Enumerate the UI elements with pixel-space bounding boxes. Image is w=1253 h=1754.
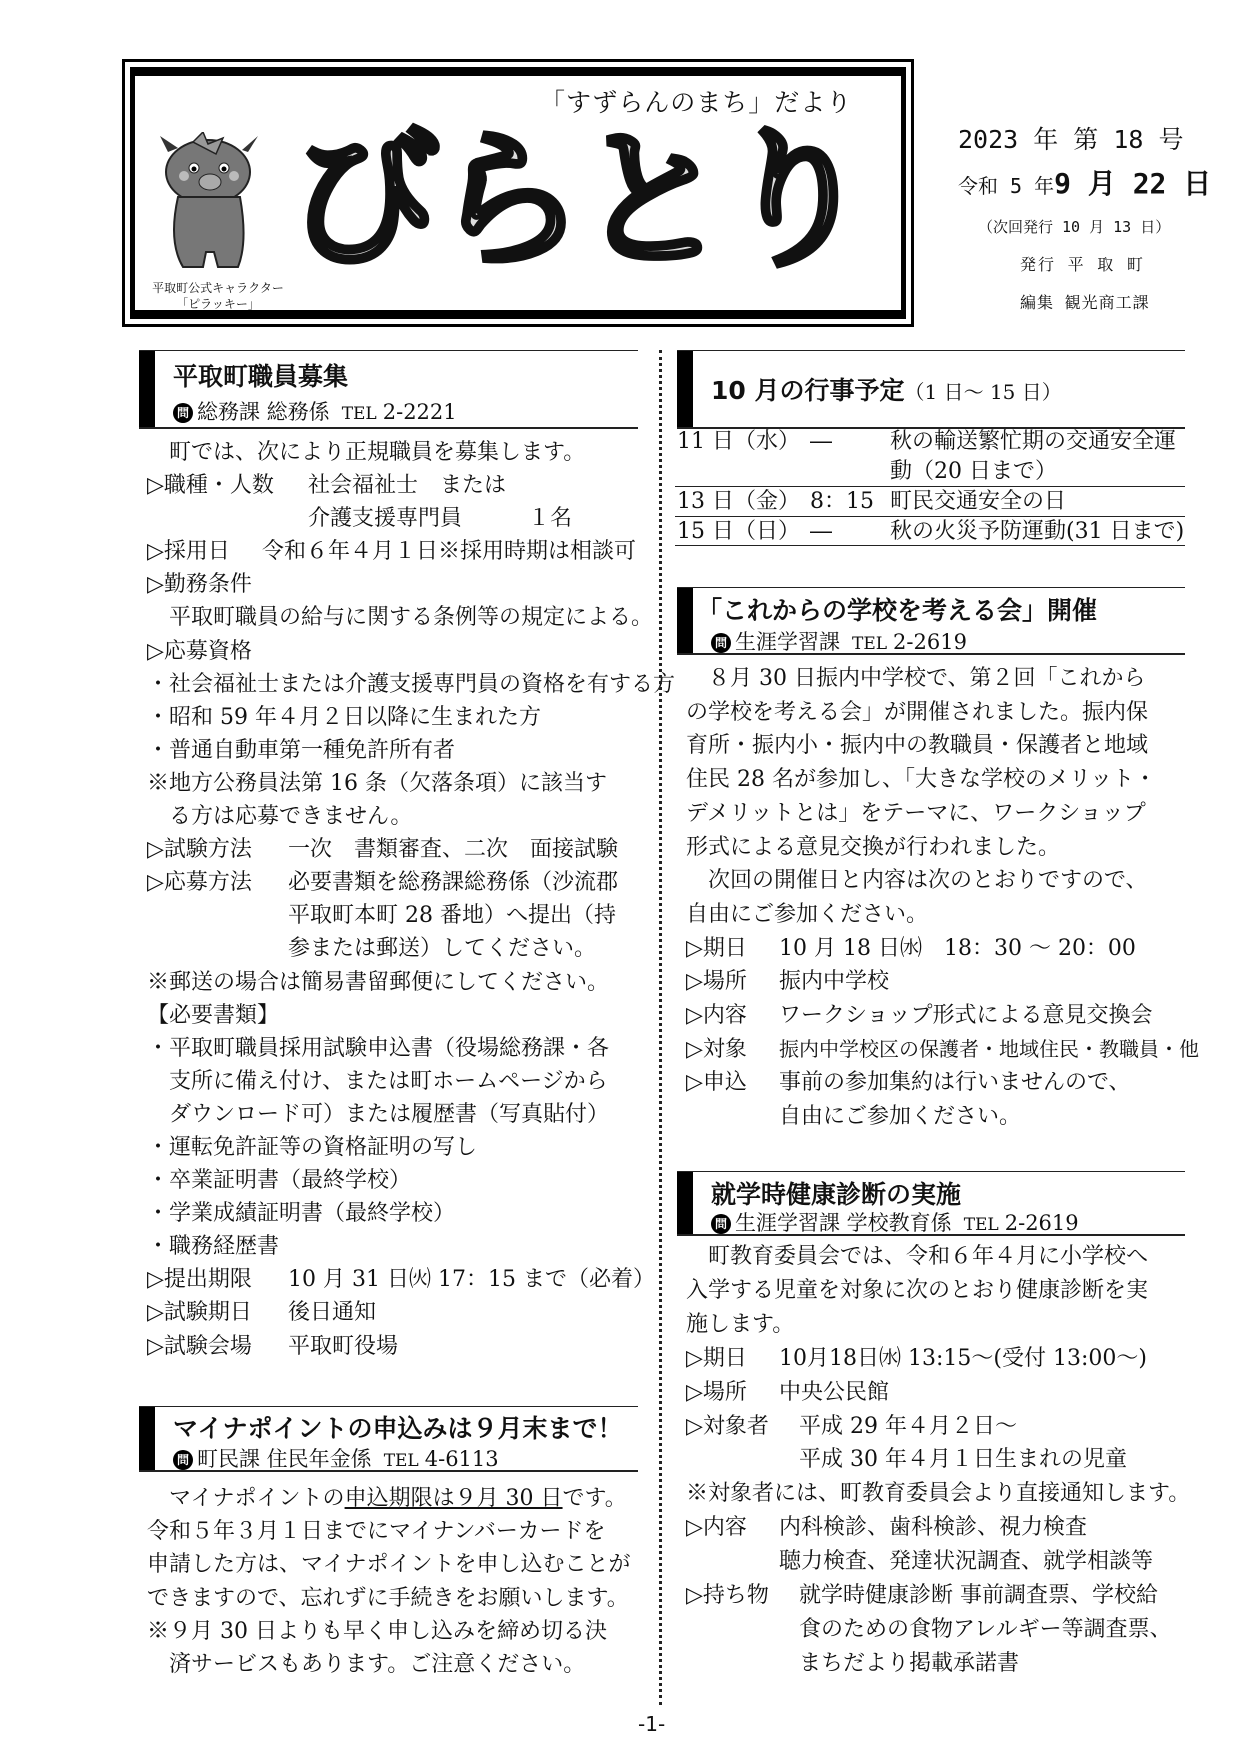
text-line: 入学する児童を対象に次のとおり健康診断を実 (686, 1277, 1149, 1303)
text-line: ▷対象 (686, 1036, 747, 1062)
text-line: ▷場所 (686, 1379, 747, 1405)
text-line: 内科検診、歯科検診、視力検査 (779, 1515, 1088, 1541)
section-header-mynapoint (139, 1406, 638, 1472)
element (147, 1330, 675, 1363)
section-title: 「これからの学校を考える会」開催 (697, 596, 1098, 625)
health-check-body (686, 1240, 1190, 1681)
element (242, 136, 258, 152)
element (147, 469, 675, 502)
section-header-events (677, 350, 1185, 429)
section-bar (677, 1172, 693, 1234)
event-row (675, 427, 1185, 487)
text-line: 自由にご参加ください。 (686, 901, 929, 927)
text-line: 平取町職員の給与に関する条例等の規定による。 (169, 605, 654, 631)
section-title (711, 371, 1062, 407)
text-line: の学校を考える会」が開催されました。振内保 (686, 699, 1149, 725)
text-line: 【必要書類】 (147, 1002, 280, 1028)
text-line: ▷内容 (686, 1003, 747, 1029)
school-meeting-body (686, 662, 1199, 1134)
event-row (675, 517, 1185, 546)
event-time: 8：15 (810, 489, 874, 514)
element (147, 899, 675, 932)
event-time: ― (810, 429, 832, 454)
text-line: ▷勤務条件 (147, 572, 252, 598)
contact-line (173, 1443, 499, 1473)
issue-date-month-day: 9 月 22 日 (1054, 167, 1212, 200)
publisher: 発行 平 取 町 (1020, 255, 1145, 274)
element (686, 1100, 1156, 1134)
element (147, 866, 675, 899)
issue-number: 2023 年 第 18 号 (958, 125, 1184, 154)
deadline-underlined: 申込期限は９月 30 日 (344, 1486, 563, 1511)
contact-dept: 生涯学習課 学校教育係 (735, 1211, 952, 1235)
text-line: 振内中学校 (779, 969, 890, 995)
element (147, 502, 675, 535)
contact-line (711, 1207, 1079, 1237)
text-line: 聴力検査、発達状況調査、就学相談等 (779, 1549, 1154, 1575)
text-line: 申請した方は、マイナポイントを申し込むことが (147, 1552, 631, 1578)
element (686, 965, 1156, 999)
tel-icon: TEL (341, 404, 377, 424)
event-time: ― (810, 519, 832, 544)
text-line: 10月18日㈬ 13:15～(受付 13:00～) (779, 1345, 1147, 1371)
text-line: 振内中学校区の保護者・地域住民・教職員・他 (779, 1036, 1199, 1061)
inquiry-icon: 問 (173, 403, 193, 423)
text-line: る方は応募できません。 (169, 804, 413, 830)
inquiry-icon: 問 (711, 633, 731, 653)
element (686, 1647, 1190, 1681)
element (686, 1511, 1190, 1545)
section-title: 平取町職員募集 (173, 362, 349, 391)
events-range: （1 日～ 15 日） (904, 380, 1062, 404)
text-line: ▷試験方法 (147, 837, 252, 863)
text-line: ▷場所 (686, 969, 747, 995)
issue-date-era: 令和 5 年 (958, 174, 1055, 198)
event-date: 13 日（金） (677, 489, 800, 514)
element (686, 1579, 1190, 1613)
contact-dept: 生涯学習課 (735, 630, 840, 654)
text-line: 町では、次により正規職員を募集します。 (169, 440, 586, 465)
element (147, 535, 675, 568)
contact-dept: 総務課 総務係 (197, 400, 330, 424)
contact-line (711, 626, 967, 656)
text-line: ・社会福祉士または介護支援専門員の資格を有する方 (147, 671, 676, 697)
event-name: 秋の火災予防運動(31 日まで) (890, 519, 1185, 544)
mascot-piraki-illustration (148, 132, 273, 280)
text-line: 平成 29 年４月２日～ (799, 1413, 1017, 1439)
element (686, 1342, 1190, 1376)
inquiry-icon: 問 (173, 1450, 193, 1470)
section-bar (139, 351, 155, 427)
text-line: 10 月 18 日㈬ 18：30 ～ 20：00 (779, 935, 1136, 961)
contact-tel: 4-6113 (424, 1447, 499, 1471)
contact-tel: 2-2619 (893, 630, 967, 654)
text-line: 就学時健康診断 事前調査票、学校給 (799, 1583, 1158, 1609)
event-date: 11 日（水） (677, 429, 800, 454)
contact-tel: 2-2619 (1004, 1211, 1079, 1235)
text-line: ・学業成績証明書（最終学校） (147, 1201, 456, 1227)
text-line: ・卒業証明書（最終学校） (147, 1168, 412, 1194)
section-bar (677, 588, 693, 653)
text-line: ※地方公務員法第 16 条（欠落条項）に該当す (147, 770, 607, 796)
text-line: ※郵送の場合は簡易書留郵便にしてください。 (147, 969, 610, 995)
element (686, 999, 1156, 1033)
recruit-body (147, 436, 675, 1363)
section-header-school-meeting (677, 587, 1185, 655)
text-line: 施します。 (686, 1311, 795, 1337)
text-line: ・昭和 59 年４月２日以降に生まれた方 (147, 704, 541, 730)
text-line: 町教育委員会では、令和６年４月に小学校へ (708, 1244, 1149, 1269)
text-line: マイナポイントの (169, 1486, 345, 1511)
editor: 編集 観光商工課 (1020, 293, 1150, 312)
text-line: 社会福祉士 または (308, 473, 507, 499)
event-date: 15 日（日） (677, 519, 800, 544)
text-line: 平取町本町 28 番地）へ提出（持 (288, 903, 616, 929)
text-line: ▷申込 (686, 1070, 747, 1096)
text-line: 必要書類を総務課総務係（沙流郡 (288, 870, 619, 896)
element (222, 167, 227, 172)
issue-date (958, 162, 1211, 202)
text-line: ▷期日 (686, 935, 747, 961)
element (147, 932, 675, 965)
text-line: ▷応募資格 (147, 638, 252, 664)
element (686, 1410, 1190, 1444)
events-title: 10 月の行事予定 (711, 376, 905, 405)
section-bar (139, 1407, 155, 1470)
text-line: まちだより掲載承諾書 (799, 1650, 1020, 1676)
contact-tel: 2-2221 (382, 400, 457, 424)
text-line: ▷試験期日 (147, 1300, 252, 1326)
mascot-caption: 平取町公式キャラクター (152, 281, 284, 295)
element (147, 1296, 675, 1329)
text-line: 住民 28 名が参加し、「大きな学校のメリット・ (686, 767, 1157, 793)
element (686, 1613, 1190, 1647)
section-title: マイナポイントの申込みは９月末まで！ (173, 1414, 623, 1443)
section-header-recruit (139, 350, 638, 429)
event-name-cont: 動（20 日まで） (890, 459, 1057, 484)
text-line: ▷対象者 (686, 1413, 769, 1439)
section-bar (677, 351, 693, 427)
event-name: 町民交通安全の日 (890, 489, 1067, 514)
element (179, 171, 189, 181)
element (147, 1482, 631, 1515)
text-line: デメリットとは」をテーマに、ワークショップ (686, 800, 1146, 826)
text-line: ▷応募方法 (147, 870, 252, 896)
element (199, 174, 221, 190)
text-line: 自由にご参加ください。 (779, 1104, 1022, 1130)
text-line: ▷提出期限 (147, 1267, 252, 1293)
text-line: 食のための食物アレルギー等調査票、 (799, 1616, 1172, 1642)
tel-icon: TEL (852, 634, 888, 654)
text-line: 10 月 31 日㈫ 17：15 まで（必着） (288, 1267, 655, 1293)
text-line: ※９月 30 日よりも早く申し込みを締め切る決 (147, 1618, 607, 1644)
text-line: 一次 書類審査、二次 面接試験 (288, 837, 619, 863)
text-line: ▷採用日 (147, 539, 230, 565)
element (174, 197, 244, 267)
text-line: 平成 30 年４月１日生まれの児童 (799, 1447, 1127, 1473)
text-line: 事前の参加集約は行いませんので、 (779, 1070, 1131, 1096)
text-line: 後日通知 (288, 1300, 377, 1326)
text-line: 介護支援専門員 １名 (308, 506, 573, 532)
element (686, 1376, 1190, 1410)
text-line: ・運転免許証等の資格証明の写し (147, 1134, 478, 1160)
text-line: ８月 30 日振内中学校で、第２回「これから (708, 666, 1146, 691)
element (686, 1066, 1156, 1100)
text-line: 育所・振内小・振内中の教職員・保護者と地域 (686, 733, 1149, 759)
text-line: 中央公民館 (779, 1379, 890, 1405)
element (147, 833, 675, 866)
element (192, 167, 197, 172)
element (147, 1263, 675, 1296)
event-name: 秋の輸送繁忙期の交通安全運 (890, 429, 1177, 454)
element (686, 932, 1156, 966)
text-line: 済サービスもあります。ご注意ください。 (169, 1652, 586, 1678)
event-row (675, 487, 1185, 517)
text-line: 支所に備え付け、または町ホームページから (169, 1068, 608, 1094)
text-line: ・普通自動車第一種免許所有者 (147, 737, 456, 763)
text-line: ダウンロード可）または履歴書（写真貼付） (169, 1101, 610, 1127)
text-line: 参または郵送）してください。 (288, 936, 597, 962)
text-line: ▷職種・人数 (147, 473, 274, 499)
mascot-name: 「ピラッキー」 (176, 297, 260, 311)
text-line: 形式による意見交換が行われました。 (686, 834, 1061, 860)
element (686, 1545, 1190, 1579)
masthead-title-logo: びらとり (290, 114, 867, 288)
element (229, 171, 239, 181)
element (686, 1443, 1190, 1477)
inquiry-icon: 問 (711, 1214, 731, 1234)
text-line: ▷試験会場 (147, 1333, 252, 1359)
masthead-subtitle: 「すずらんのまち」だより (540, 88, 853, 117)
text-line: です。 (562, 1486, 627, 1511)
tel-icon: TEL (963, 1215, 999, 1235)
section-title: 就学時健康診断の実施 (711, 1180, 962, 1209)
contact-dept: 町民課 住民年金係 (197, 1447, 372, 1471)
text-line: ワークショップ形式による意見交換会 (779, 1003, 1153, 1029)
text-line: ・職務経歴書 (147, 1234, 280, 1260)
text-line: 平取町役場 (288, 1333, 399, 1359)
column-divider (659, 350, 662, 1705)
text-line: ▷持ち物 (686, 1583, 769, 1609)
text-line: 令和５年３月１日までにマイナンバーカードを (147, 1519, 606, 1545)
next-issue-date: （次回発行 10 月 13 日） (978, 218, 1171, 236)
text-line: ※対象者には、町教育委員会より直接通知します。 (686, 1481, 1191, 1507)
text-line: できますので、忘れずに手続きをお願いします。 (147, 1585, 629, 1611)
text-line: ・平取町職員採用試験申込書（役場総務課・各 (147, 1035, 610, 1061)
page-number: -1- (638, 1712, 666, 1736)
element (160, 136, 178, 152)
section-header-health-check (677, 1171, 1185, 1236)
element (686, 1033, 1199, 1067)
text-line: ▷内容 (686, 1515, 747, 1541)
tel-icon: TEL (383, 1451, 419, 1471)
text-line: 次回の開催日と内容は次のとおりですので、 (708, 868, 1148, 894)
contact-line (173, 396, 457, 426)
text-line: 令和６年４月１日※採用時期は相談可 (262, 539, 637, 565)
mynapoint-body (147, 1482, 631, 1681)
text-line: ▷期日 (686, 1345, 747, 1371)
